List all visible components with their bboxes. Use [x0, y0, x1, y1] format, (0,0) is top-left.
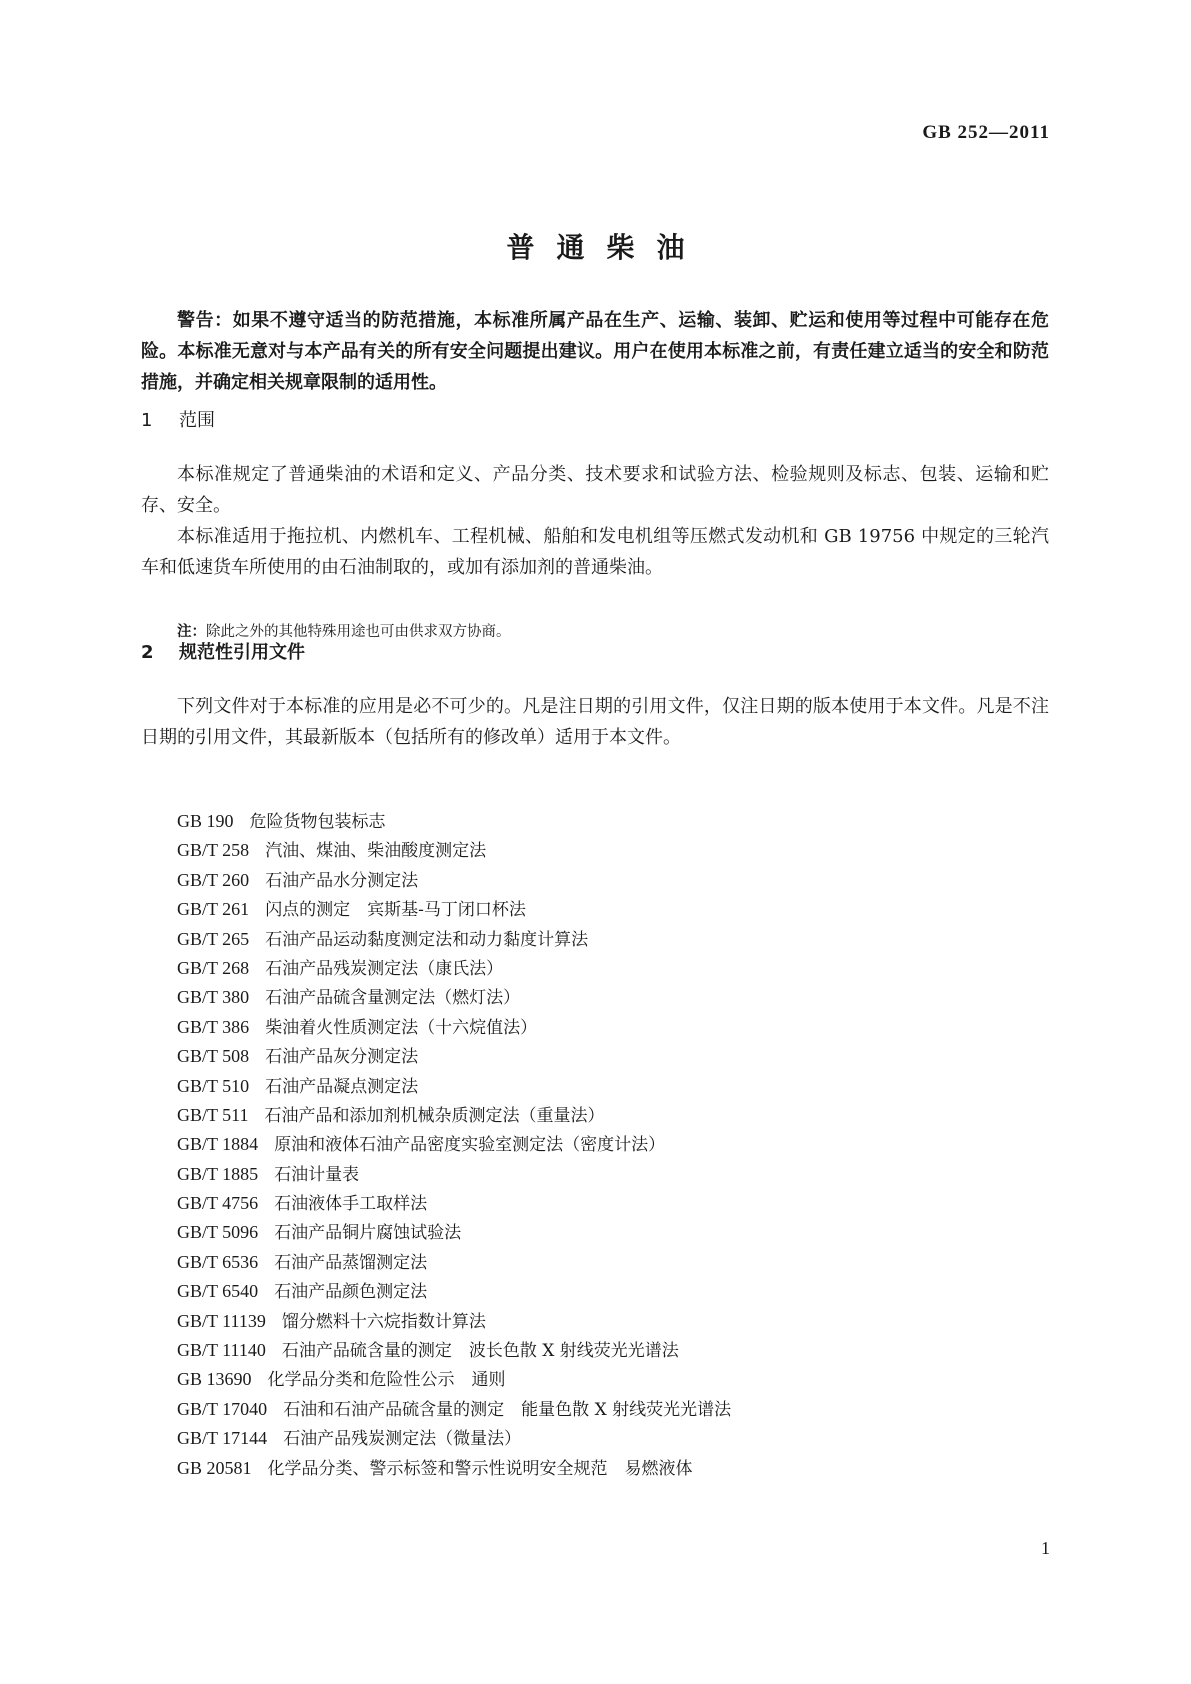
section-2-title: 规范性引用文件: [179, 642, 305, 663]
reference-code: GB/T 1884: [177, 1134, 259, 1155]
reference-list: [177, 807, 731, 1483]
document-title: 普通柴油: [506, 231, 707, 264]
reference-title: 石油产品残炭测定法（微量法）: [283, 1429, 522, 1450]
section-1-heading: [141, 406, 215, 432]
reference-item: [177, 807, 731, 836]
reference-title: 石油产品残炭测定法（康氏法）: [265, 958, 504, 979]
reference-title: 石油产品运动黏度测定法和动力黏度计算法: [265, 929, 589, 950]
reference-item: [177, 1365, 731, 1394]
reference-title: 化学品分类和危险性公示 通则: [267, 1370, 506, 1391]
page-number: 1: [1041, 1538, 1050, 1558]
reference-code: GB/T 260: [177, 869, 250, 890]
reference-item: [177, 983, 731, 1012]
reference-title: 石油产品蒸馏测定法: [274, 1252, 428, 1273]
reference-item: [177, 1130, 731, 1159]
reference-code: GB/T 265: [177, 928, 250, 949]
reference-item: [177, 1307, 731, 1336]
reference-code: GB/T 11140: [177, 1340, 266, 1361]
reference-item: [177, 836, 731, 865]
reference-item: [177, 1218, 731, 1247]
reference-title: 石油和石油产品硫含量的测定 能量色散 X 射线荧光光谱法: [283, 1399, 732, 1420]
section-2-heading: [141, 638, 305, 664]
reference-item: [177, 925, 731, 954]
reference-item: [177, 1248, 731, 1277]
reference-title: 石油产品凝点测定法: [265, 1076, 419, 1097]
section-1-number: 1: [141, 410, 153, 431]
reference-code: GB/T 6540: [177, 1281, 259, 1302]
section-2-number: 2: [141, 642, 154, 663]
reference-title: 石油产品和添加剂机械杂质测定法（重量法）: [264, 1105, 605, 1126]
reference-code: GB/T 1885: [177, 1163, 259, 1184]
reference-title: 石油计量表: [274, 1164, 360, 1185]
reference-title: 石油产品颜色测定法: [274, 1282, 428, 1303]
reference-title: 馏分燃料十六烷指数计算法: [281, 1311, 486, 1332]
reference-code: GB/T 510: [177, 1075, 250, 1096]
reference-title: 石油产品硫含量测定法（燃灯法）: [265, 988, 521, 1009]
reference-title: 原油和液体石油产品密度实验室测定法（密度计法）: [274, 1135, 666, 1156]
reference-item: [177, 954, 731, 983]
references-intro: 下列文件对于本标准的应用是必不可少的。凡是注日期的引用文件，仅注日期的版本使用于本文件。凡是不注日期的引用文件，其最新版本（包括所有的修改单）适用于本文件。: [141, 696, 1049, 748]
reference-code: GB/T 17040: [177, 1398, 268, 1419]
reference-title: 危险货物包装标志: [249, 812, 386, 832]
standard-code: GB 252—2011: [922, 122, 1050, 143]
warning-paragraph: 警告：如果不遵守适当的防范措施，本标准所属产品在生产、运输、装卸、贮运和使用等过程中可能存在危险。本标准无意对与本产品有关的所有安全问题提出建议。用户在使用本标准之前，有责任建立适当的安全和防范措施，并确定相关规章限制的适用性。: [141, 310, 1049, 393]
section-1-title: 范围: [179, 410, 215, 431]
reference-item: [177, 1395, 731, 1424]
reference-title: 石油产品水分测定法: [265, 870, 419, 891]
reference-code: GB/T 380: [177, 987, 250, 1008]
reference-item: [177, 1189, 731, 1218]
reference-code: GB/T 386: [177, 1016, 250, 1037]
reference-title: 石油产品硫含量的测定 波长色散 X 射线荧光光谱法: [281, 1341, 679, 1362]
reference-item: [177, 895, 731, 924]
reference-code: GB 190: [177, 811, 234, 831]
reference-item: [177, 1277, 731, 1306]
reference-code: GB/T 17144: [177, 1428, 268, 1449]
reference-title: 石油产品铜片腐蚀试验法: [274, 1223, 462, 1244]
reference-title: 石油液体手工取样法: [274, 1194, 428, 1215]
reference-item: [177, 1013, 731, 1042]
reference-title: 石油产品灰分测定法: [265, 1047, 419, 1068]
reference-item: [177, 1336, 731, 1365]
reference-code: GB/T 5096: [177, 1222, 259, 1243]
reference-title: 柴油着火性质测定法（十六烷值法）: [265, 1017, 538, 1038]
scope-paragraph-1: 本标准规定了普通柴油的术语和定义、产品分类、技术要求和试验方法、检验规则及标志、包装、运输和贮存、安全。: [141, 464, 1049, 516]
note-text: 除此之外的其他特殊用途也可由供求双方协商。: [206, 624, 511, 640]
reference-item: [177, 1042, 731, 1071]
reference-title: 化学品分类、警示标签和警示性说明安全规范 易燃液体: [267, 1458, 693, 1479]
reference-title: 汽油、煤油、柴油酸度测定法: [265, 841, 487, 862]
reference-item: [177, 1072, 731, 1101]
reference-title: 闪点的测定 宾斯基-马丁闭口杯法: [265, 900, 526, 921]
reference-code: GB/T 258: [177, 840, 250, 861]
reference-item: [177, 1160, 731, 1189]
reference-code: GB/T 508: [177, 1046, 250, 1067]
reference-item: [177, 1101, 731, 1130]
note-label: 注：: [177, 624, 206, 640]
reference-code: GB/T 6536: [177, 1251, 259, 1272]
reference-item: [177, 1454, 731, 1483]
scope-paragraph-2: 本标准适用于拖拉机、内燃机车、工程机械、船舶和发电机组等压燃式发动机和 GB 19756 中规定的三轮汽车和低速货车所使用的由石油制取的，或加有添加剂的普通柴油。: [141, 526, 1049, 578]
reference-code: GB/T 268: [177, 957, 250, 978]
reference-code: GB/T 11139: [177, 1310, 266, 1331]
reference-item: [177, 866, 731, 895]
reference-item: [177, 1424, 731, 1453]
reference-code: GB/T 511: [177, 1104, 249, 1125]
reference-code: GB 20581: [177, 1457, 252, 1478]
reference-code: GB 13690: [177, 1369, 252, 1390]
reference-code: GB/T 261: [177, 899, 250, 920]
reference-code: GB/T 4756: [177, 1193, 259, 1214]
